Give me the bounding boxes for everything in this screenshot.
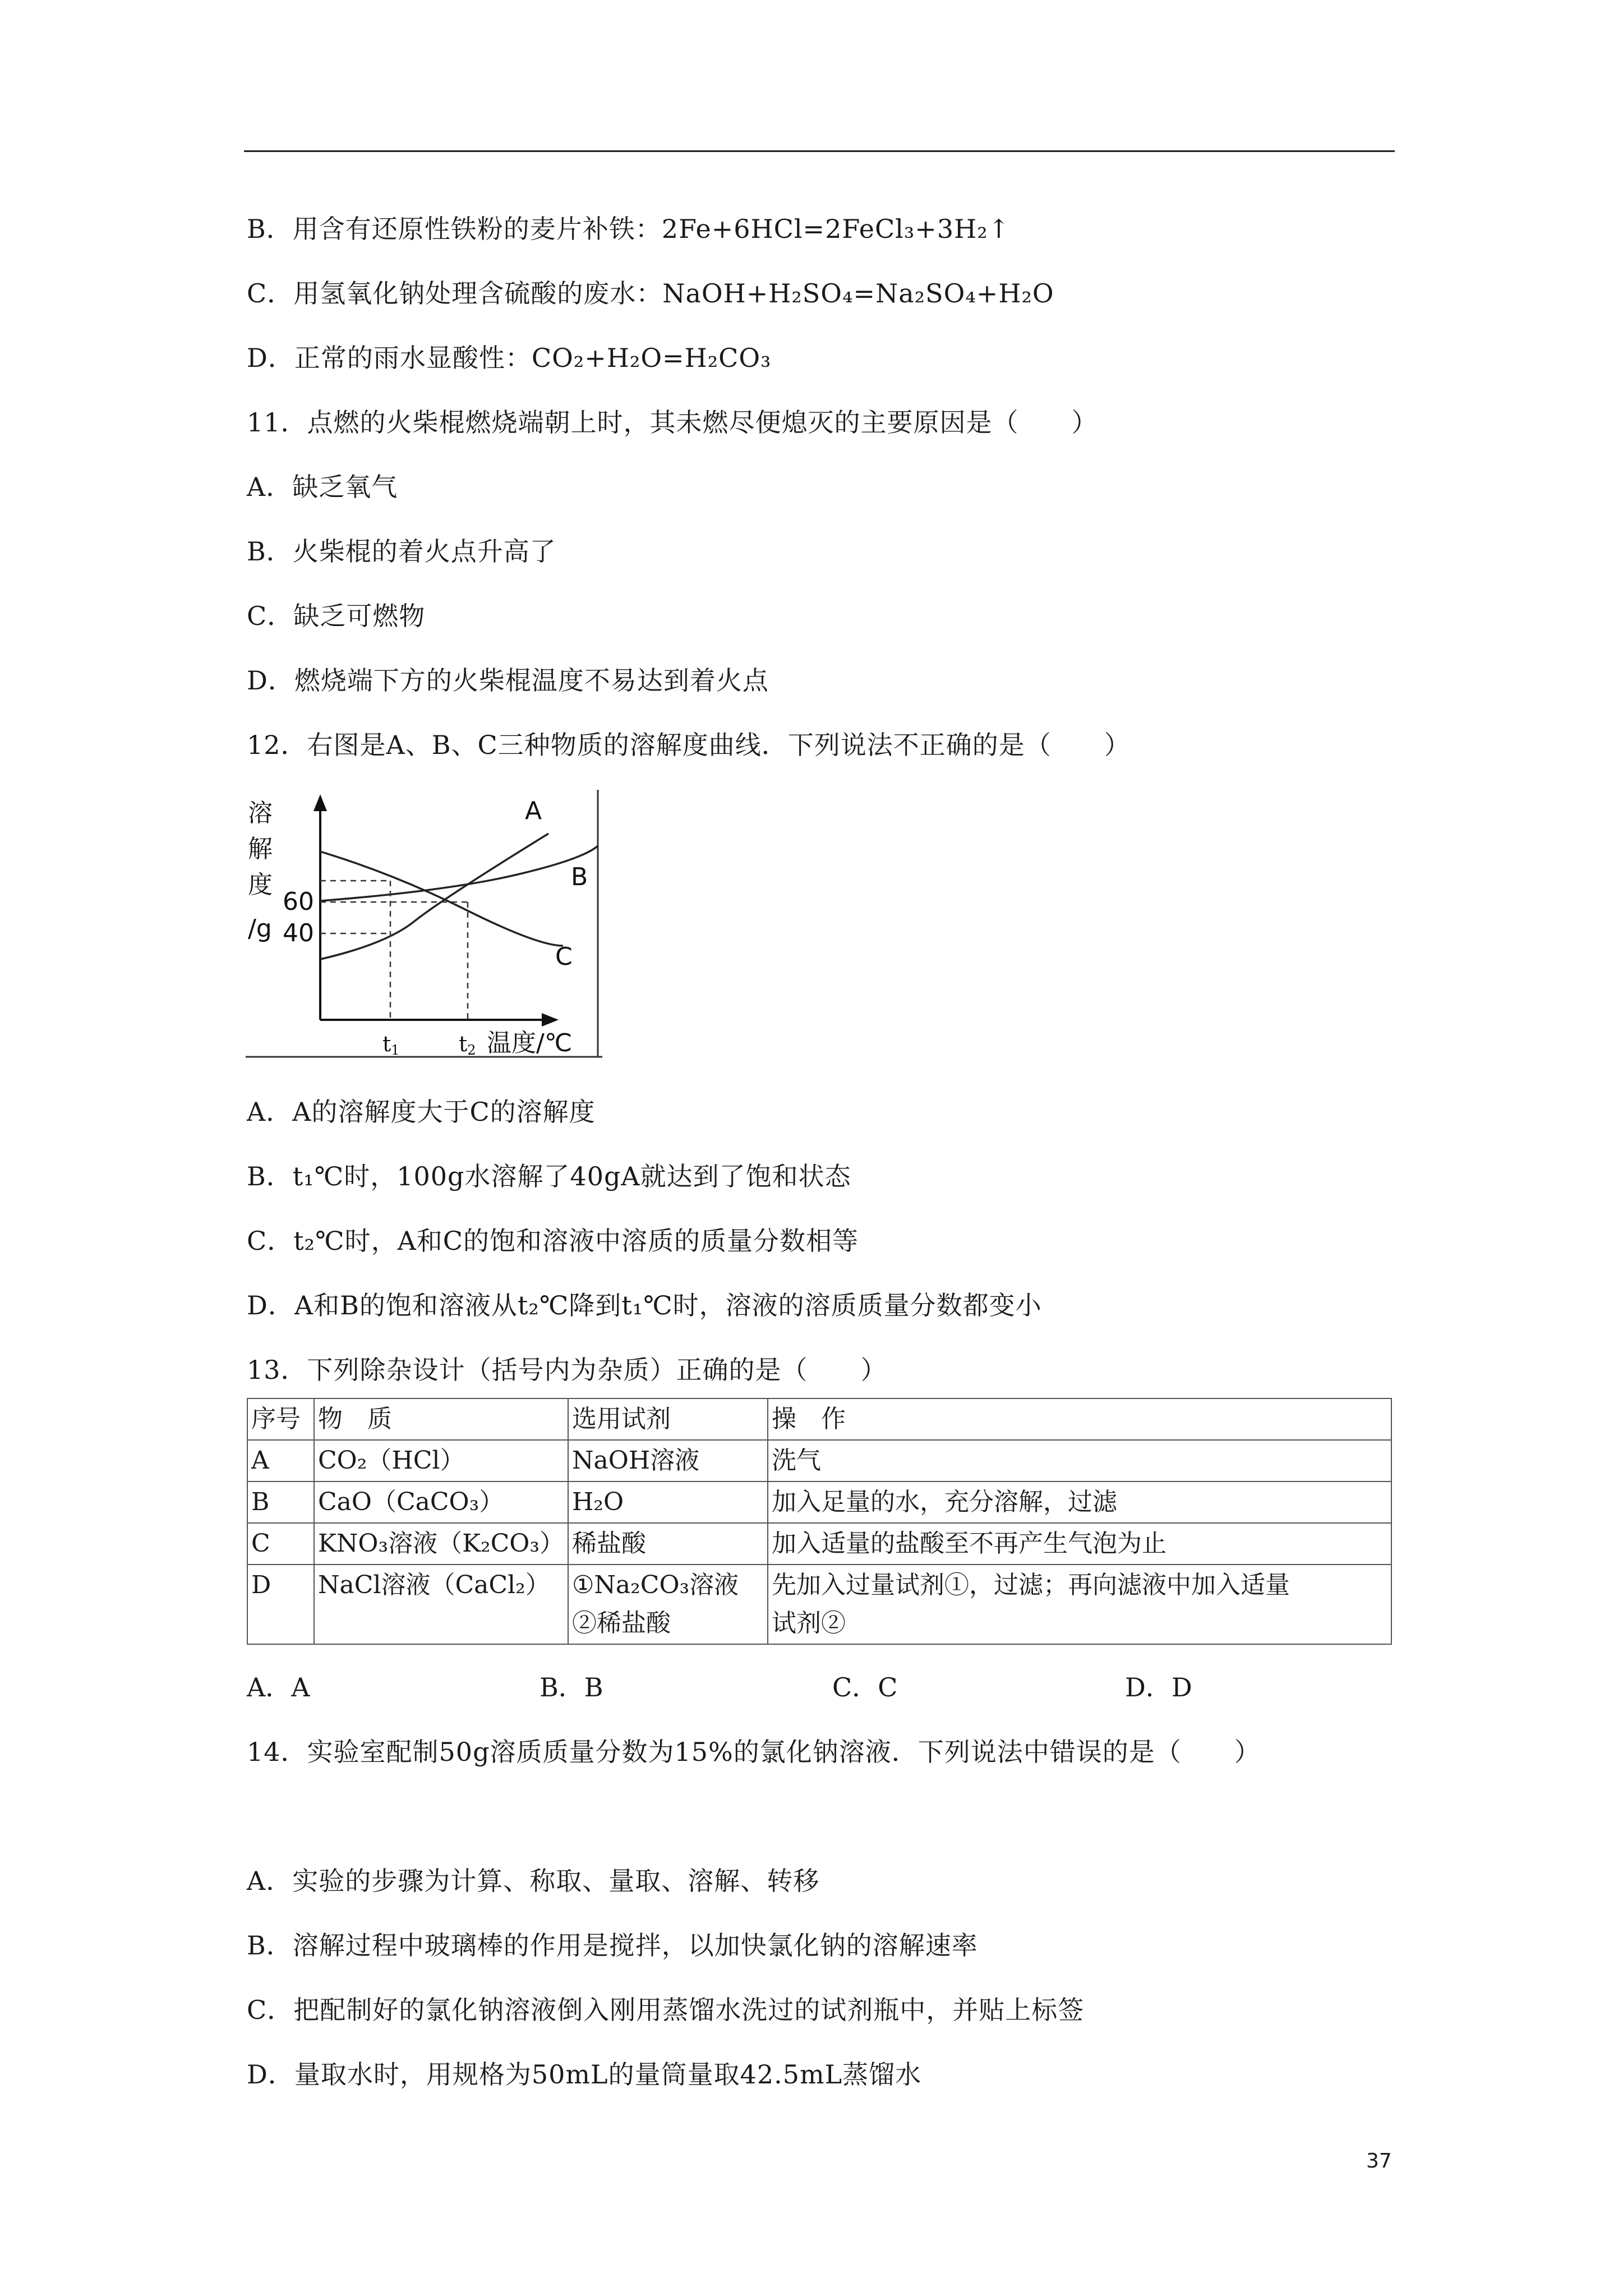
q11-option-a: A．缺乏氧气	[247, 472, 398, 502]
table-cell: NaCl溶液（CaCl₂）	[314, 1565, 568, 1644]
q12-stem: 12．右图是A、B、C三种物质的溶解度曲线．下列说法不正确的是（ ）	[247, 730, 1131, 760]
q10-option-c: C．用氢氧化钠处理含硫酸的废水：NaOH+H₂SO₄=Na₂SO₄+H₂O	[247, 278, 1054, 309]
q14-option-b: B．溶解过程中玻璃棒的作用是搅拌，以加快氯化钠的溶解速率	[247, 1930, 978, 1961]
q14-option-d: D．量取水时，用规格为50mL的量筒量取42.5mL蒸馏水	[247, 2059, 922, 2090]
q13-option-b: B．B	[540, 1672, 603, 1703]
ytick-60: 60	[283, 887, 314, 916]
q13-option-a: A．A	[247, 1672, 310, 1703]
table-cell: 加入适量的盐酸至不再产生气泡为止	[768, 1523, 1391, 1565]
q12-option-b: B．t₁℃时，100g水溶解了40gA就达到了饱和状态	[247, 1161, 851, 1191]
reagent-line-1: ①Na₂CO₃溶液	[571, 1571, 739, 1599]
label-a: A	[525, 797, 542, 825]
xtick-t2: t2	[459, 1032, 476, 1058]
table-cell: C	[247, 1523, 314, 1565]
table-cell: KNO₃溶液（K₂CO₃）	[314, 1523, 568, 1565]
operation-line-1: 先加入过量试剂①，过滤；再向滤液中加入适量	[771, 1571, 1290, 1599]
q14-option-a: A．实验的步骤为计算、称取、量取、溶解、转移	[247, 1866, 820, 1896]
table-cell	[568, 1565, 768, 1644]
xlabel: 温度/℃	[487, 1029, 573, 1057]
impurity-removal-table	[247, 1398, 1392, 1645]
q11-option-d: D．燃烧端下方的火柴棍温度不易达到着火点	[247, 665, 769, 696]
operation-line-2: 试剂②	[771, 1609, 846, 1637]
q10-option-d: D．正常的雨水显酸性：CO₂+H₂O=H₂CO₃	[247, 343, 772, 373]
table-header-cell: 操 作	[768, 1398, 1391, 1440]
q12-option-c: C．t₂℃时，A和C的饱和溶液中溶质的质量分数相等	[247, 1226, 859, 1256]
table-cell: H₂O	[568, 1481, 768, 1523]
ylabel-char-2: 解	[248, 835, 273, 863]
table-row	[247, 1481, 1391, 1523]
xtick-t1: t1	[382, 1032, 400, 1058]
table-cell: CO₂（HCl）	[314, 1440, 568, 1481]
q13-stem: 13．下列除杂设计（括号内为杂质）正确的是（ ）	[247, 1355, 887, 1385]
table-cell: 加入足量的水，充分溶解，过滤	[768, 1481, 1391, 1523]
label-b: B	[571, 863, 588, 891]
solubility-graph	[246, 790, 602, 1058]
curve-a	[320, 834, 548, 959]
ylabel-char-4: /g	[248, 914, 272, 943]
q12-option-d: D．A和B的饱和溶液从t₂℃降到t₁℃时，溶液的溶质质量分数都变小	[247, 1290, 1042, 1320]
table-cell	[768, 1565, 1391, 1644]
table-header-cell: 物 质	[314, 1398, 568, 1440]
q11-option-b: B．火柴棍的着火点升高了	[247, 536, 556, 567]
q11-option-c: C．缺乏可燃物	[247, 601, 426, 631]
label-c: C	[555, 942, 573, 971]
q11-stem: 11．点燃的火柴棍燃烧端朝上时，其未燃尽便熄灭的主要原因是（ ）	[247, 407, 1098, 438]
page-number: 37	[1366, 2150, 1392, 2173]
q13-option-c: C．C	[832, 1672, 898, 1703]
ytick-40: 40	[283, 919, 314, 947]
x-axis-arrow	[542, 1013, 559, 1027]
y-axis-arrow	[313, 794, 327, 811]
q13-option-d: D．D	[1125, 1672, 1192, 1703]
table-row	[247, 1565, 1391, 1644]
table-cell: 洗气	[768, 1440, 1391, 1481]
table-header-cell: 选用试剂	[568, 1398, 768, 1440]
q10-option-b: B．用含有还原性铁粉的麦片补铁：2Fe+6HCl=2FeCl₃+3H₂↑	[247, 214, 1011, 244]
table-row	[247, 1440, 1391, 1481]
reagent-line-2: ②稀盐酸	[571, 1609, 671, 1637]
header-rule	[244, 150, 1395, 152]
ylabel-char-3: 度	[248, 871, 273, 899]
q12-option-a: A．A的溶解度大于C的溶解度	[247, 1097, 596, 1127]
table-cell: CaO（CaCO₃）	[314, 1481, 568, 1523]
table-header-cell: 序号	[247, 1398, 314, 1440]
q14-stem: 14．实验室配制50g溶质质量分数为15%的氯化钠溶液．下列说法中错误的是（ ）	[247, 1737, 1261, 1767]
curve-b	[320, 846, 598, 901]
table-cell: 稀盐酸	[568, 1523, 768, 1565]
q14-option-c: C．把配制好的氯化钠溶液倒入刚用蒸馏水洗过的试剂瓶中，并贴上标签	[247, 1995, 1085, 2025]
table-row	[247, 1523, 1391, 1565]
ylabel-char-1: 溶	[248, 799, 273, 827]
table-cell: D	[247, 1565, 314, 1644]
table-cell: B	[247, 1481, 314, 1523]
table-cell: NaOH溶液	[568, 1440, 768, 1481]
table-header-row	[247, 1398, 1391, 1440]
table-cell: A	[247, 1440, 314, 1481]
